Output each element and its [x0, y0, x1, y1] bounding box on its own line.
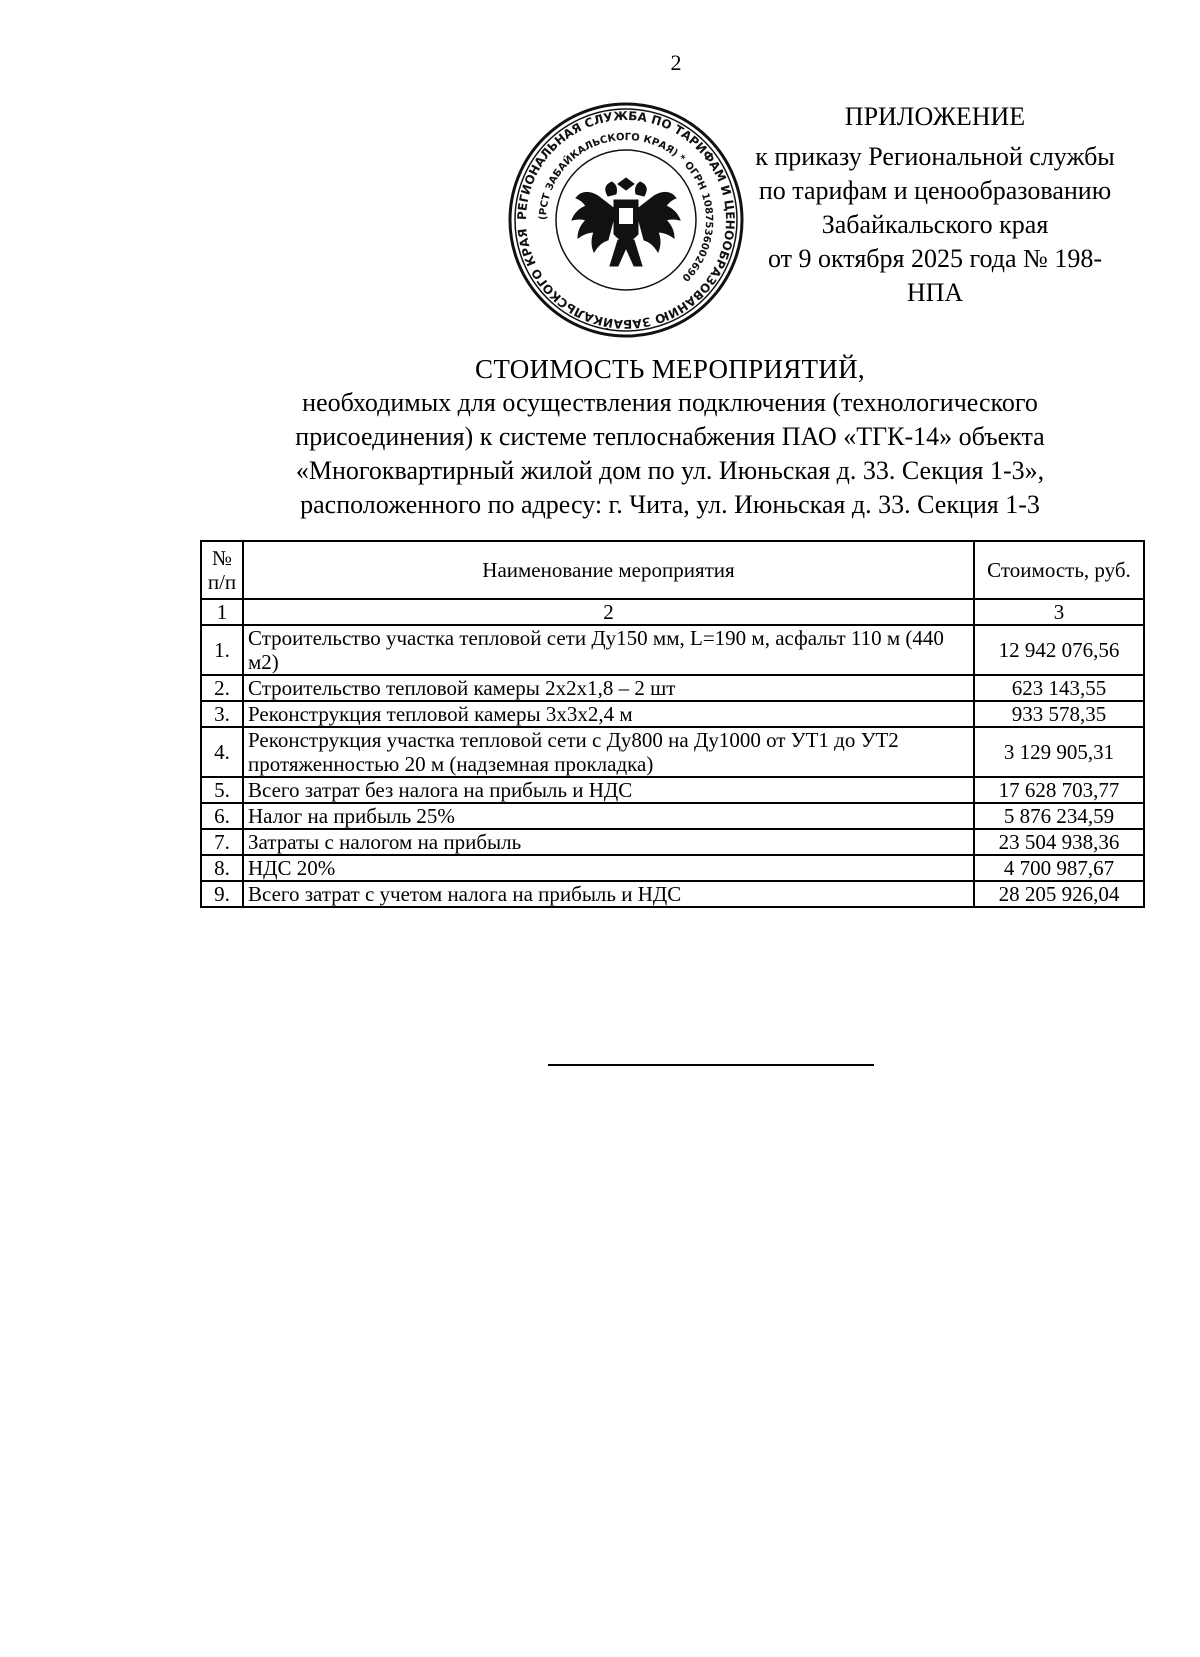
- appendix-heading: ПРИЛОЖЕНИЕ: [844, 102, 1026, 131]
- row-num: 8.: [201, 855, 243, 881]
- row-name: Реконструкция участка тепловой сети с Ду800 на Ду1000 от УТ1 до УТ2 протяженностью 20 м (надземная прокладка): [243, 727, 974, 777]
- row-name: Всего затрат с учетом налога на прибыль и НДС: [243, 881, 974, 907]
- row-num: 3.: [201, 701, 243, 727]
- table-row: [201, 625, 1144, 675]
- seal-outer-text: РЕГИОНАЛЬНАЯ СЛУЖБА ПО ТАРИФАМ И ЦЕНООБРАЗОВАНИЮ ЗАБАЙКАЛЬСКОГО КРАЯ: [514, 108, 738, 332]
- appendix-block: [740, 100, 1130, 310]
- row-num: 6.: [201, 803, 243, 829]
- row-cost: 933 578,35: [974, 701, 1144, 727]
- table-row: [201, 701, 1144, 727]
- table-row: [201, 803, 1144, 829]
- end-divider: [548, 1064, 874, 1066]
- row-num: 7.: [201, 829, 243, 855]
- measures-cost-table: [200, 540, 1145, 908]
- table-row: [201, 855, 1144, 881]
- row-name: Всего затрат без налога на прибыль и НДС: [243, 777, 974, 803]
- row-name: Строительство тепловой камеры 2х2х1,8 – 2 шт: [243, 675, 974, 701]
- appendix-line: по тарифам и ценообразованию: [758, 176, 1112, 205]
- row-num: 4.: [201, 727, 243, 777]
- appendix-line: Забайкальского края: [821, 210, 1049, 239]
- row-name: Налог на прибыль 25%: [243, 803, 974, 829]
- index-cell: 3: [974, 599, 1144, 625]
- row-cost: 4 700 987,67: [974, 855, 1144, 881]
- table-header-row: [201, 541, 1144, 599]
- index-cell: 2: [243, 599, 974, 625]
- index-cell: 1: [201, 599, 243, 625]
- row-name: Реконструкция тепловой камеры 3х3х2,4 м: [243, 701, 974, 727]
- header-num: № п/п: [201, 541, 243, 599]
- row-num: 5.: [201, 777, 243, 803]
- table-row: [201, 777, 1144, 803]
- row-name: Строительство участка тепловой сети Ду150 мм, L=190 м, асфальт 110 м (440 м2): [243, 625, 974, 675]
- header-cost: Стоимость, руб.: [974, 541, 1144, 599]
- row-num: 1.: [201, 625, 243, 675]
- table-row: [201, 675, 1144, 701]
- document-subtitle-line: «Многоквартирный жилой дом по ул. Июньская д. 33. Секция 1-3»,: [295, 456, 1045, 485]
- row-cost: 23 504 938,36: [974, 829, 1144, 855]
- table-row: [201, 829, 1144, 855]
- table-index-row: [201, 599, 1144, 625]
- row-cost: 12 942 076,56: [974, 625, 1144, 675]
- row-cost: 5 876 234,59: [974, 803, 1144, 829]
- document-title: СТОИМОСТЬ МЕРОПРИЯТИЙ,: [475, 354, 865, 384]
- row-name: Затраты с налогом на прибыль: [243, 829, 974, 855]
- row-num: 2.: [201, 675, 243, 701]
- appendix-line: к приказу Региональной службы: [755, 142, 1115, 171]
- seal-inner-text: (РСТ ЗАБАЙКАЛЬСКОГО КРАЯ) * ОГРН 1087536002690: [537, 131, 715, 284]
- row-name: НДС 20%: [243, 855, 974, 881]
- table-row: [201, 727, 1144, 777]
- row-cost: 3 129 905,31: [974, 727, 1144, 777]
- page-number: 2: [670, 50, 682, 75]
- official-seal-icon: [506, 100, 746, 340]
- appendix-line: от 9 октября 2025 года № 198-НПА: [768, 244, 1102, 307]
- header-name: Наименование мероприятия: [243, 541, 974, 599]
- row-cost: 28 205 926,04: [974, 881, 1144, 907]
- row-num: 9.: [201, 881, 243, 907]
- document-subtitle-line: необходимых для осуществления подключения (технологического: [302, 388, 1038, 417]
- document-subtitle-line: присоединения) к системе теплоснабжения ПАО «ТГК-14» объекта: [295, 422, 1045, 451]
- row-cost: 623 143,55: [974, 675, 1144, 701]
- document-title-block: [200, 352, 1140, 522]
- row-cost: 17 628 703,77: [974, 777, 1144, 803]
- table-row: [201, 881, 1144, 907]
- document-subtitle-line: расположенного по адресу: г. Чита, ул. Июньская д. 33. Секция 1-3: [300, 490, 1040, 519]
